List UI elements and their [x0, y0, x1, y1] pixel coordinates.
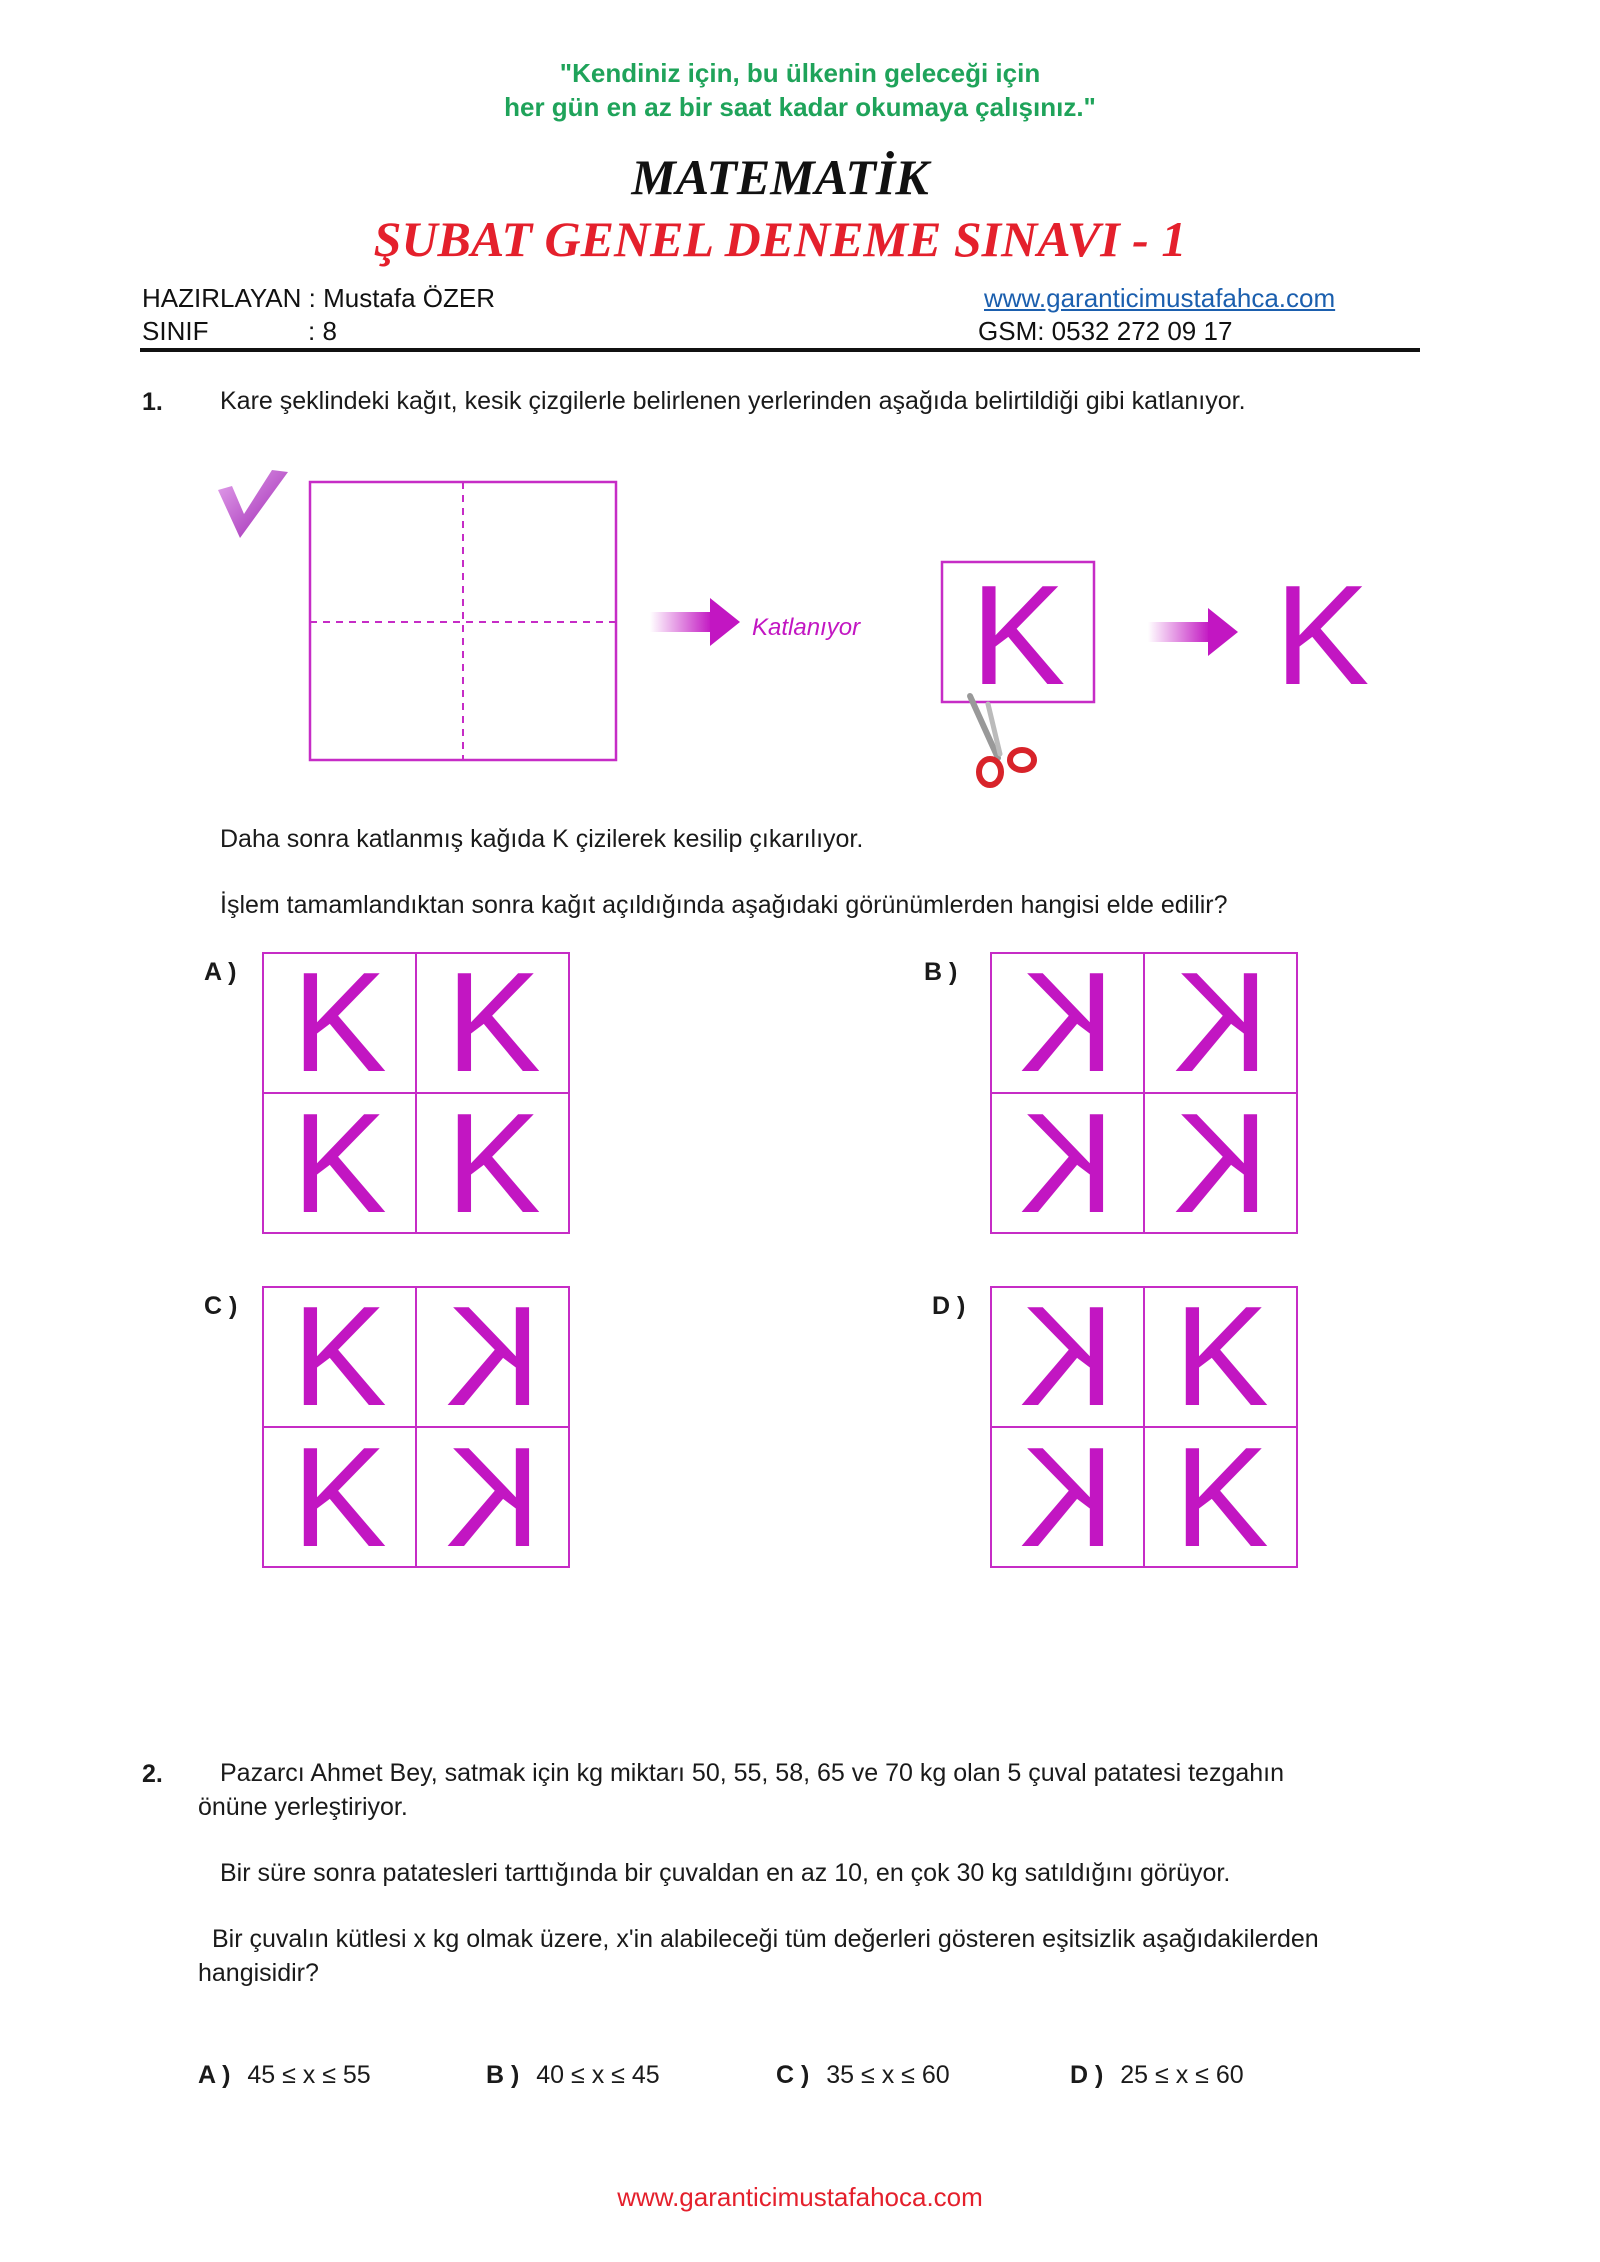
- answer-option-b[interactable]: [486, 2058, 660, 2092]
- answer-option-a[interactable]: [198, 2058, 371, 2092]
- class-value: : 8: [308, 316, 337, 346]
- fold-arrow-icon: [218, 470, 288, 538]
- answer-option-b-value: 40 ≤ x ≤ 45: [536, 2061, 660, 2089]
- website-link[interactable]: www.garanticimustafahca.com: [984, 283, 1336, 313]
- question-1-text-2: Daha sonra katlanmış kağıda K çizilerek kesilip çıkarılıyor.: [220, 825, 864, 853]
- cut-letter: K: [1274, 556, 1370, 715]
- subject-title: MATEMATİK: [631, 149, 929, 205]
- option-a-label[interactable]: A ): [204, 958, 237, 986]
- answer-option-a-value: 45 ≤ x ≤ 55: [247, 2061, 371, 2089]
- folded-letter: K: [970, 556, 1066, 715]
- author-label: HAZIRLAYAN : Mustafa ÖZER: [142, 283, 496, 313]
- grid-cell: K: [1145, 954, 1298, 1094]
- grid-cell: K: [446, 1084, 541, 1243]
- footer-website[interactable]: www.garanticimustafahoca.com: [617, 2182, 983, 2212]
- header-divider: [140, 348, 1420, 352]
- right-arrow-icon: [650, 598, 740, 646]
- grid-cell: K: [264, 1428, 417, 1568]
- answer-option-c-label: C ): [776, 2061, 810, 2089]
- answer-option-b-label: B ): [486, 2061, 520, 2089]
- question-2-line-1: Pazarcı Ahmet Bey, satmak için kg miktarı 50, 55, 58, 65 ve 70 kg olan 5 çuval patatesi tezgahın: [220, 1759, 1285, 1787]
- grid-cell: K: [992, 954, 1145, 1094]
- question-1-text: Kare şeklindeki kağıt, kesik çizgilerle belirlenen yerlerinden aşağıda belirtildiği gibi katlanıyor.: [220, 387, 1246, 415]
- answer-option-d-label: D ): [1070, 2061, 1104, 2089]
- question-1-number: 1.: [142, 388, 163, 416]
- right-arrow-icon-2: [1148, 608, 1238, 656]
- answer-option-a-label: A ): [198, 2061, 231, 2089]
- grid-cell: K: [417, 954, 570, 1094]
- answer-option-d[interactable]: [1070, 2058, 1244, 2092]
- grid-cell: K: [1174, 1084, 1269, 1243]
- grid-cell: K: [992, 1094, 1145, 1234]
- answer-option-c[interactable]: [776, 2058, 950, 2092]
- question-2-line-2: önüne yerleştiriyor.: [198, 1793, 408, 1821]
- grid-cell: K: [264, 1094, 417, 1234]
- grid-cell: K: [417, 1288, 570, 1428]
- grid-cell: K: [264, 954, 417, 1094]
- motivational-quote-line2: her gün en az bir saat kadar okumaya çalışınız.": [504, 92, 1096, 122]
- question-1-text-3: İşlem tamamlandıktan sonra kağıt açıldığında aşağıdaki görünümlerden hangisi elde edilir?: [220, 891, 1228, 919]
- folded-letter-box: [942, 556, 1094, 715]
- option-a-grid[interactable]: [262, 943, 570, 1243]
- option-c-label[interactable]: C ): [204, 1292, 238, 1320]
- exam-title: ŞUBAT GENEL DENEME SINAVI - 1: [373, 211, 1187, 267]
- cut-letter-box: [1262, 556, 1382, 715]
- answer-option-c-value: 35 ≤ x ≤ 60: [826, 2061, 950, 2089]
- option-d-label[interactable]: D ): [932, 1292, 966, 1320]
- fold-label: Katlanıyor: [752, 614, 861, 641]
- question-2-line-4: Bir çuvalın kütlesi x kg olmak üzere, x'in alabileceği tüm değerleri gösteren eşitsizlik aşağıdakilerden: [212, 1925, 1319, 1953]
- class-label: SINIF: [142, 316, 209, 346]
- option-b-grid[interactable]: [990, 943, 1298, 1243]
- grid-cell: K: [446, 1418, 541, 1577]
- question-2-line-5: hangisidir?: [198, 1959, 319, 1987]
- option-d-grid[interactable]: [990, 1277, 1298, 1577]
- question-2-line-3: Bir süre sonra patatesleri tarttığında bir çuvaldan en az 10, en çok 30 kg satıldığını görüyor.: [220, 1859, 1231, 1887]
- grid-cell: K: [264, 1288, 417, 1428]
- question-2-number: 2.: [142, 1760, 163, 1788]
- answer-option-d-value: 25 ≤ x ≤ 60: [1120, 2061, 1244, 2089]
- option-c-grid[interactable]: [262, 1277, 570, 1577]
- grid-cell: K: [992, 1288, 1145, 1428]
- grid-cell: K: [1145, 1288, 1298, 1428]
- gsm-number: GSM: 0532 272 09 17: [978, 316, 1233, 346]
- grid-cell: K: [1174, 1418, 1269, 1577]
- motivational-quote-line1: "Kendiniz için, bu ülkenin geleceği için: [559, 58, 1041, 88]
- option-b-label[interactable]: B ): [924, 958, 958, 986]
- grid-cell: K: [992, 1428, 1145, 1568]
